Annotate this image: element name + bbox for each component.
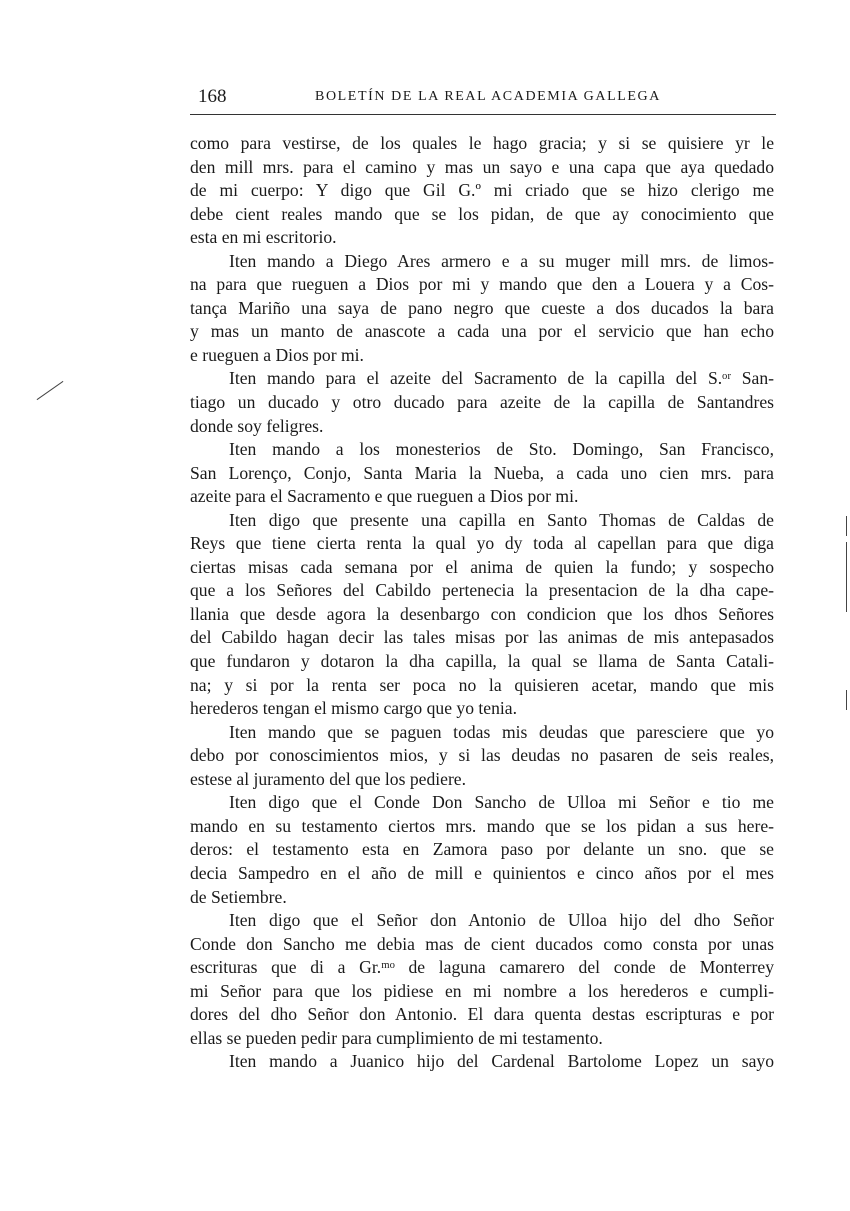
margin-stroke [37, 381, 64, 400]
text-line: escrituras que di a Gr.ᵐᵒ de laguna camarero del conde de Monterrey [190, 957, 774, 978]
margin-bar [846, 542, 847, 612]
text-line: Conde don Sancho me debia mas de cient ducados como consta por unas [190, 933, 774, 954]
text-line: na; y si por la renta ser poca no la quisieren acetar, mando que mis [190, 674, 774, 695]
text-line: llania que desde agora la desenbargo con condicion que los dhos Señores [190, 603, 774, 624]
text-line: Iten digo que presente una capilla en Santo Thomas de Caldas de [229, 509, 774, 530]
text-line: decia Sampedro en el año de mill e quinientos e cinco años por el mes [190, 862, 774, 883]
text-line: de mi cuerpo: Y digo que Gil G.º mi criado que se hizo clerigo me [190, 180, 774, 201]
text-line: azeite para el Sacramento e que rueguen a Dios por mi. [190, 486, 579, 507]
text-line: donde soy feligres. [190, 415, 324, 436]
text-line: de Setiembre. [190, 886, 287, 907]
text-line: que fundaron y dotaron la dha capilla, la qual se llama de Santa Catali- [190, 651, 774, 672]
text-line: debe cient reales mando que se los pidan, de que ay conocimiento que [190, 203, 774, 224]
text-line: estese al juramento del que los pediere. [190, 768, 467, 789]
page-number: 168 [198, 86, 227, 107]
text-line: deros: el testamento esta en Zamora paso por delante un sno. que se [190, 839, 774, 860]
text-line: tiago un ducado y otro ducado para azeite de la capilla de Santandres [190, 392, 774, 413]
text-line: na para que rueguen a Dios por mi y mando que den a Louera y a Cos- [190, 274, 774, 295]
text-line: dores del dho Señor don Antonio. El dara quenta destas escripturas e por [190, 1004, 774, 1025]
body-text [190, 132, 774, 1074]
text-line: y mas un manto de anascote a cada una por el servicio que han echo [190, 321, 774, 342]
text-line: ciertas misas cada semana por el anima de quien la fundo; y sospecho [190, 556, 774, 577]
paragraph [190, 438, 774, 509]
text-line: Iten mando a los monesterios de Sto. Domingo, San Francisco, [229, 439, 774, 460]
header-rule [190, 114, 776, 115]
paragraph [190, 909, 774, 1050]
text-line: San Lorenço, Conjo, Santa Maria la Nueba, a cada uno cien mrs. para [190, 462, 774, 483]
text-line: como para vestirse, de los quales le hago gracia; y si se quisiere yr le [190, 133, 774, 153]
paragraph [190, 367, 774, 438]
text-line: esta en mi escritorio. [190, 227, 337, 248]
paragraph [190, 132, 774, 250]
text-line: den mill mrs. para el camino y mas un sayo e una capa que aya quedado [190, 156, 774, 177]
paragraph [190, 791, 774, 909]
margin-bar [846, 690, 847, 710]
text-line: e rueguen a Dios por mi. [190, 344, 364, 365]
text-line: Iten digo que el Conde Don Sancho de Ulloa mi Señor e tio me [229, 792, 774, 813]
text-line: Iten mando a Juanico hijo del Cardenal Bartolome Lopez un sayo [229, 1051, 774, 1072]
paragraph [190, 250, 774, 368]
text-line: herederos tengan el mismo cargo que yo tenia. [190, 698, 518, 719]
text-line: mando en su testamento ciertos mrs. mando que se los pidan a sus here- [190, 815, 774, 836]
text-line: Iten digo que el Señor don Antonio de Ulloa hijo del dho Señor [229, 910, 774, 931]
text-line: que a los Señores del Cabildo pertenecia la presentacion de la dha cape- [190, 580, 774, 601]
paragraph [190, 509, 774, 721]
text-line: tança Mariño una saya de pano negro que cueste a dos ducados la bara [190, 297, 774, 318]
text-line: Iten mando para el azeite del Sacramento de la capilla del S.ᵒʳ San- [229, 368, 774, 389]
text-line: mi Señor para que los pidiese en mi nombre a los herederos e cumpli- [190, 980, 774, 1001]
running-title: BOLETÍN DE LA REAL ACADEMIA GALLEGA [315, 89, 661, 104]
margin-bar [846, 516, 847, 536]
text-line: Reys que tiene cierta renta la qual yo dy toda al capellan para que diga [190, 533, 774, 554]
text-line: del Cabildo hagan decir las tales misas por las animas de mis antepasados [190, 627, 774, 648]
text-line: ellas se pueden pedir para cumplimiento de mi testamento. [190, 1027, 603, 1048]
paragraph [190, 721, 774, 792]
text-line: Iten mando a Diego Ares armero e a su muger mill mrs. de limos- [229, 250, 774, 271]
text-line: debo por conoscimientos mios, y si las deudas no pasaren de seis reales, [190, 745, 774, 766]
paragraph [190, 1050, 774, 1074]
text-line: Iten mando que se paguen todas mis deudas que paresciere que yo [229, 721, 774, 742]
